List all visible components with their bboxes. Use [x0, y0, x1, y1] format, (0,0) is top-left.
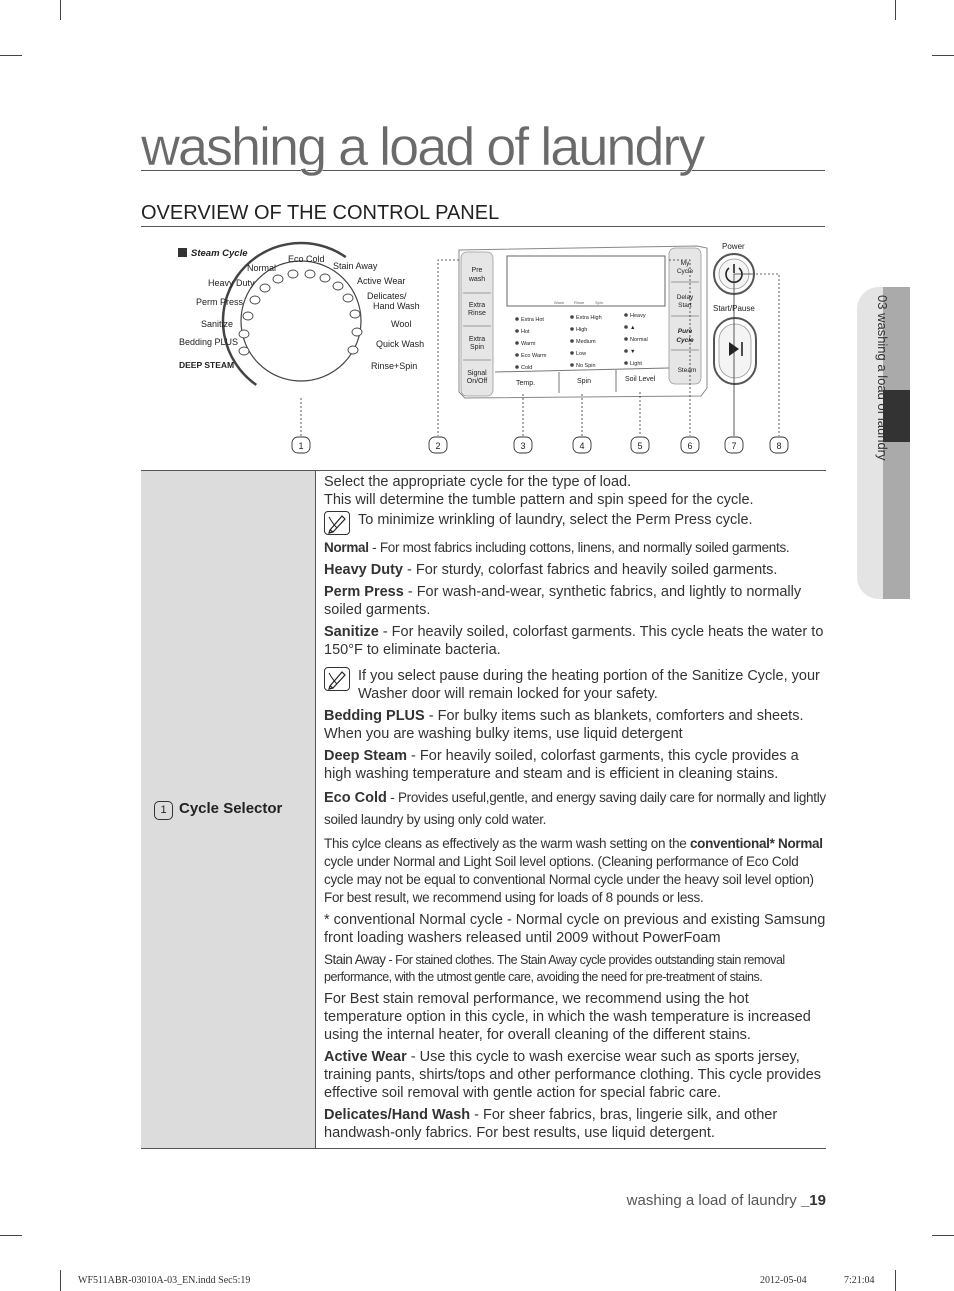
crop-mark — [60, 1270, 61, 1291]
delay-label-b: Start — [678, 302, 692, 309]
spin-high: High — [576, 327, 588, 333]
dial-label-stain-away: Stain Away — [333, 261, 378, 271]
callout-3: 3 — [520, 441, 526, 451]
soil-light: Light — [630, 361, 642, 367]
spin-extra-high: Extra High — [576, 315, 602, 321]
cycle-desc-sanitize: - For heavily soiled, colorfast garments. This cycle heats the water to 150°F to eliminate bacteria. — [324, 624, 824, 658]
display-label-rinse: Rinse — [574, 300, 585, 305]
dial-label-deep-steam: DEEP STEAM — [179, 360, 235, 370]
extra-rinse-label-a: Extra — [468, 302, 486, 309]
soil-normal: Normal — [630, 337, 648, 343]
cycle-desc-deep-steam: - For heavily soiled, colorfast garments, this cycle provides a high washing temperature and steam and is efficient in cleaning stains. — [324, 748, 799, 782]
dial-knob — [241, 261, 361, 381]
crop-mark — [895, 0, 896, 20]
cycle-name-stain-away: Stain Away — [324, 952, 386, 967]
dial-label-wool: Wool — [391, 319, 412, 329]
dial-label-heavy-duty: Heavy Duty — [208, 278, 255, 288]
dial-label-perm-press: Perm Press — [196, 297, 244, 307]
imprint-time: 7:21:04 — [844, 1275, 875, 1286]
pure-label-a: Pure — [677, 328, 693, 335]
callout-1: 1 — [298, 441, 304, 451]
callout-2: 2 — [435, 441, 441, 451]
cycle-desc-heavy-duty: - For sturdy, colorfast fabrics and heavily soiled garments. — [402, 562, 778, 578]
callout-4: 4 — [579, 441, 585, 451]
callout-5: 5 — [637, 441, 643, 451]
steam-cycle-label: Steam Cycle — [191, 248, 248, 259]
control-panel-diagram — [141, 238, 825, 460]
prewash-label-b: wash — [468, 276, 486, 283]
lcd-display — [507, 256, 665, 306]
note-text-1: To minimize wrinkling of laundry, select the Perm Press cycle. — [358, 512, 753, 528]
cycle-name-active-wear: Active Wear — [324, 1049, 407, 1065]
spin-button-label: Spin — [577, 378, 592, 385]
crop-mark — [895, 1270, 896, 1291]
note — [324, 667, 826, 703]
steam-icon — [178, 248, 187, 257]
conventional-footnote: * conventional Normal cycle - Normal cycle on previous and existing Samsung front loading washers released until 2009 without PowerFoam — [324, 912, 826, 946]
cycle-name-heavy-duty: Heavy Duty — [324, 562, 403, 578]
crop-mark — [60, 0, 61, 20]
cycle-desc-stain-away: - For stained clothes. The Stain Away cycle provides outstanding stain removal performance, with the utmost gentle care, avoiding the need for pre-treatment of stains. — [324, 953, 785, 984]
row-content-cell — [316, 471, 827, 1149]
display-label-spin: Spin — [595, 300, 604, 305]
crop-mark — [932, 1235, 954, 1236]
intro-line-1: Select the appropriate cycle for the type of load. — [324, 474, 632, 490]
delay-label-a: Delay — [676, 294, 694, 301]
cycle-name-bedding-plus: Bedding PLUS — [324, 708, 425, 724]
page-number: _19 — [800, 1192, 826, 1209]
display-label-wash: Wash — [554, 300, 565, 305]
temp-eco-warm: Eco Warm — [521, 353, 547, 359]
row-label: Cycle Selector — [179, 799, 283, 817]
cycle-desc-delicates: - For sheer fabrics, bras, lingerie silk, and other handwash-only fabrics. For best results, use liquid detergent. — [324, 1107, 778, 1141]
table-row — [141, 471, 826, 1149]
cycle-name-deep-steam: Deep Steam — [324, 748, 408, 764]
cycle-name-normal: Normal — [324, 540, 369, 555]
side-tab-label: 03 washing a load of laundry — [875, 295, 890, 461]
soil-down: ▼ — [630, 349, 636, 355]
mycycle-label-b: Cycle — [676, 268, 694, 275]
dial-label-bedding-plus: Bedding PLUS — [179, 337, 239, 347]
extra-spin-label-b: Spin — [469, 344, 485, 351]
power-label: Power — [722, 242, 745, 251]
mycycle-label-a: My — [680, 260, 690, 267]
eco-cold-detail-c: cycle under Normal and Light Soil level options. (Cleaning performance of Eco Cold cycle may not be equal to conventional Normal cycle under the heavy soil level option) For best result, we recommend using for loads of 8 pounds or less. — [324, 854, 814, 905]
callout-6: 6 — [687, 441, 693, 451]
signal-label-b: On/Off — [466, 378, 488, 385]
intro-line-2: This will determine the tumble pattern and spin speed for the cycle. — [324, 492, 754, 508]
temp-hot: Hot — [521, 329, 530, 335]
spin-no-spin: No Spin — [576, 363, 596, 369]
temp-button-label: Temp. — [516, 380, 536, 387]
temp-extra-hot: Extra Hot — [521, 317, 544, 323]
steam-button-label: Steam — [677, 367, 697, 374]
stain-away-detail: For Best stain removal performance, we recommend using the hot temperature option in this cycle, in which the wash temperature is increased using the internal heater, for overall cleaning of the different stains. — [324, 991, 811, 1043]
extra-spin-label-a: Extra — [468, 336, 486, 343]
imprint-date: 2012-05-04 — [760, 1275, 807, 1286]
soil-heavy: Heavy — [630, 313, 646, 319]
dial-label-quick-wash: Quick Wash — [376, 339, 425, 349]
row-label-cell — [141, 471, 316, 1149]
soil-button-label: Soil Level — [625, 376, 656, 383]
callout-7: 7 — [731, 441, 737, 451]
cycle-desc-active-wear: - Use this cycle to wash exercise wear such as sports jersey, training pants, shirts/tops and other performance clothing. This cycle provides effective soil removal with gentle action for special fabric care. — [324, 1049, 822, 1101]
cycle-name-perm-press: Perm Press — [324, 584, 404, 600]
signal-label-a: Signal — [467, 370, 487, 377]
start-pause-label: Start/Pause — [713, 304, 755, 313]
imprint-file: WF511ABR-03010A-03_EN.indd Sec5:19 — [78, 1275, 251, 1286]
cycle-name-delicates: Delicates/Hand Wash — [324, 1107, 471, 1123]
dial-label-rinse-spin: Rinse+Spin — [371, 361, 418, 371]
crop-mark — [932, 55, 954, 56]
dial-label-hand-wash: Hand Wash — [373, 301, 420, 311]
cycle-selector-table — [141, 470, 826, 1149]
extra-rinse-label-b: Rinse — [468, 310, 486, 317]
spin-low: Low — [576, 351, 587, 357]
crop-mark — [0, 55, 22, 56]
dial-label-delicates: Delicates/ — [367, 291, 407, 301]
dial-label-active-wear: Active Wear — [357, 276, 406, 286]
temp-cold: Cold — [521, 365, 533, 371]
pure-label-b: Cycle — [676, 337, 694, 344]
spin-medium: Medium — [576, 339, 596, 345]
cycle-name-eco-cold: Eco Cold — [324, 790, 387, 806]
eco-cold-detail-b: conventional* Normal — [689, 836, 823, 851]
cycle-desc-bedding-plus: - For bulky items such as blankets, comforters and sheets. When you are washing bulky items, use liquid detergent — [324, 708, 804, 742]
note-text-2: If you select pause during the heating portion of the Sanitize Cycle, your Washer door will remain locked for your safety. — [358, 668, 820, 702]
dial-label-normal: Normal — [247, 263, 277, 273]
cycle-desc-eco-cold: - Provides useful,gentle, and energy saving daily care for normally and lightly soiled laundry by using only cold water. — [324, 790, 826, 827]
note-pencil-icon — [324, 511, 350, 535]
cycle-desc-normal: - For most fabrics including cottons, linens, and normally soiled garments. — [368, 540, 790, 555]
callout-badge: 1 — [154, 801, 173, 820]
cycle-desc-perm-press: - For wash-and-wear, synthetic fabrics, and lightly to normally soiled garments. — [324, 584, 802, 618]
soil-up: ▲ — [630, 325, 636, 331]
page-title: washing a load of laundry — [141, 118, 825, 171]
section-heading: OVERVIEW OF THE CONTROL PANEL — [141, 200, 825, 227]
temp-warm: Warm — [521, 341, 536, 347]
dial-label-eco-cold: Eco Cold — [288, 254, 325, 264]
prewash-label-a: Pre — [471, 267, 483, 274]
note-pencil-icon — [324, 667, 350, 691]
eco-cold-detail-a: This cylce cleans as effectively as the warm wash setting on the — [324, 836, 690, 851]
note — [324, 511, 826, 535]
crop-mark — [0, 1235, 22, 1236]
cycle-name-sanitize: Sanitize — [324, 624, 379, 640]
page-footer — [627, 1192, 826, 1209]
footer-text: washing a load of laundry — [626, 1192, 797, 1209]
dial-label-sanitize: Sanitize — [201, 319, 234, 329]
callout-8: 8 — [776, 441, 782, 451]
